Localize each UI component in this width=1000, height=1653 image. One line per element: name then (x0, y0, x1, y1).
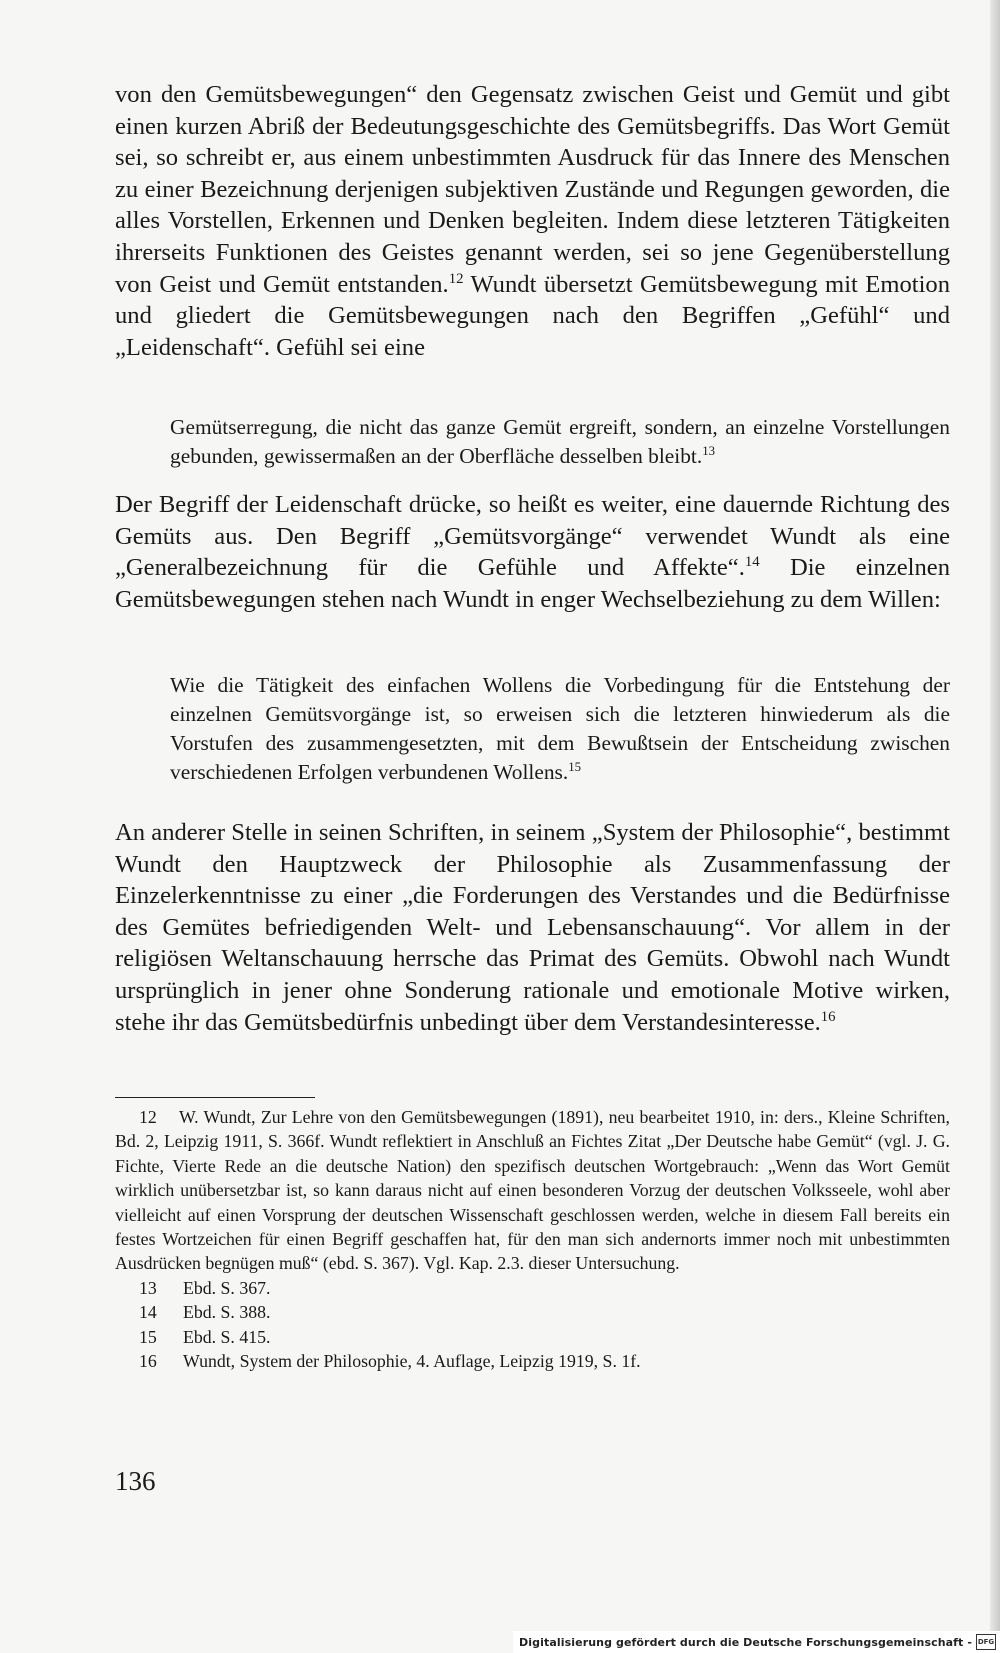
footnote (115, 1105, 950, 1276)
footnote (115, 1300, 950, 1324)
footnote-ref[interactable]: 16 (820, 1008, 836, 1025)
footnote-text: Ebd. S. 415. (183, 1326, 271, 1347)
body-paragraph: An anderer Stelle in seinen Schriften, in seinem „System der Philosophie“, bestimmt Wundt den Hauptzweck der Philosophie als Zusammenfassung der Einzelerkenntnisse zu einer „die Forderungen des Verstandes und die Bedürfnisse des Gemütes befriedigenden Welt- und Lebensanschauung“. Vor allem in der religiösen Weltanschauung herrsche das Primat des Gemüts. Obwohl nach Wundt ursprünglich in jener ohne Sonderung rationale und emotionale Motive wirken, stehe ihr das Gemütsbedürfnis unbedingt über dem Verstandesinteresse.$^{16}$ (115, 819, 950, 1036)
footnote-number: 12 (139, 1107, 157, 1127)
footnote-text: Ebd. S. 388. (183, 1302, 271, 1323)
footnote (115, 1349, 950, 1373)
body-paragraph: von den Gemütsbewegungen“ den Gegensatz zwischen Geist und Gemüt und gibt einen kurzen Abriß der Bedeutungsgeschichte des Gemütsbegriffs. Das Wort Gemüt sei, so schreibt er, aus einem unbestimmten Ausdruck für das Innere des Menschen zu einer Bezeichnung derjenigen subjektiven Zustände und Regungen geworden, die alles Vorstellen, Erkennen und Denken begleiten. Indem diese letzteren Tätigkeiten ihrerseits Funktionen des Geistes genannt werden, sei so jene Gegenüberstellung von Geist und Gemüt entstanden.$^{12}$ Wundt übersetzt Gemütsbewegung mit Emotion und gliedert die Gemütsbewegungen nach den Begriffen „Gefühl“ und „Leidenschaft“. Gefühl sei eine (115, 81, 951, 361)
block-quote: Gemütserregung, die nicht das ganze Gemüt ergreift, sondern, an einzelne Vorstellungen gebunden, gewissermaßen an der Oberfläche desselben bleibt.$^{13}$ (170, 415, 950, 468)
footnote (115, 1276, 950, 1300)
footnote-text: Wundt, System der Philosophie, 4. Auflage, Leipzig 1919, S. 1f. (183, 1351, 641, 1372)
footnote (115, 1325, 950, 1349)
block-quote: Wie die Tätigkeit des einfachen Wollens die Vorbedingung für die Entstehung der einzelnen Gemütsvorgänge ist, so erweisen sich die letzteren hinwiederum als die Vorstufen des zusammengesetzten, mit dem Bewußtsein der Entscheidung zwischen verschiedenen Erfolgen verbundenen Wollens.$^{15}$ (170, 673, 950, 784)
footnote-number: 15 (139, 1326, 157, 1347)
footnotes (115, 1105, 950, 1373)
footnote-ref[interactable]: 12 (448, 270, 464, 287)
footnote-divider (115, 1097, 315, 1098)
footnote-ref[interactable]: 15 (568, 759, 582, 774)
footnote-number: 13 (139, 1277, 157, 1298)
footnote-number: 14 (139, 1302, 157, 1323)
footnote-ref[interactable]: 14 (744, 554, 760, 570)
footnote-ref[interactable]: 13 (702, 443, 716, 458)
dfg-logo-icon: DFG (976, 1634, 996, 1650)
digitization-watermark (513, 1631, 1000, 1653)
footnote-text: W. Wundt, Zur Lehre von den Gemütsbewegungen (1891), neu bearbeitet 1910, in: ders., Kleine Schriften, Bd. 2, Leipzig 1911, S. 366f. Wundt reflektiert in Anschluß an Fichtes Zitat „Der Deutsche habe Gemüt“ (vgl. J. G. Fichte, Vierte Rede an die deutsche Nation) den spezifisch deutschen Wortgebrauch: „Wenn das Wort Gemüt wirklich unübersetzbar ist, so kann daraus nicht auf einen besonderen Vorzug der deutschen Volksseele, wohl aber vielleicht auf einen Vorsprung der deutschen Wissenschaft geschlossen werden, welche in diesem Fall bereits ein festes Wortzeichen für einen Begriff geschaffen hat, für den man sich andernorts immer noch mit unbestimmten Ausdrücken begnügen muß“ (ebd. S. 367). Vgl. Kap. 2.3. dieser Untersuchung. (115, 1107, 950, 1274)
footnote-text: Ebd. S. 367. (183, 1277, 271, 1298)
page-number: 136 (115, 1466, 156, 1496)
footnote-number: 16 (139, 1351, 157, 1372)
watermark-text: Digitalisierung gefördert durch die Deutsche Forschungsgemeinschaft - (519, 1635, 972, 1649)
page-edge-shadow (990, 0, 1000, 1653)
body-paragraph: Der Begriff der Leidenschaft drücke, so heißt es weiter, eine dauernde Richtung des Gemüts aus. Den Begriff „Gemütsvorgänge“ verwendet Wundt als eine „Generalbezeichnung für die Gefühle und Affekte“.$^{14}$ Die einzelnen Gemütsbewegungen stehen nach Wundt in enger Wechselbeziehung zu dem Willen: (115, 491, 950, 613)
